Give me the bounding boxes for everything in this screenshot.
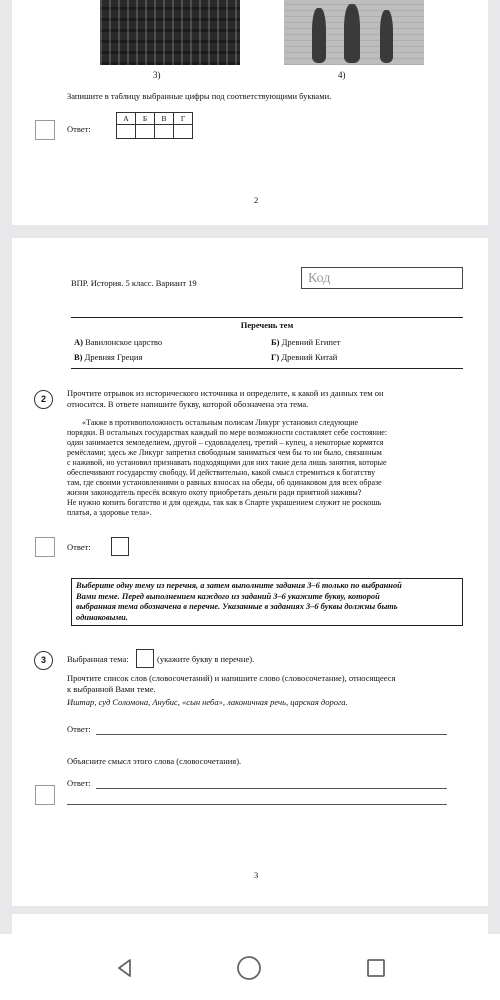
quote-line: там, где своими установлениями о равных взносах на обеды, об одинаковом для всех образе xyxy=(67,478,382,487)
task3-instruction-line-2: к выбранной Вами теме. xyxy=(67,684,156,694)
topic-a: А) Вавилонское царство xyxy=(74,337,163,347)
score-box xyxy=(35,785,55,805)
task-number-2: 2 xyxy=(34,390,53,409)
quote-line: порядки. В остальных государствах каждый по мере возможности составляет себе состояние: xyxy=(67,428,387,437)
document-page-3 xyxy=(12,238,488,906)
page-header: ВПР. История. 5 класс. Вариант 19 xyxy=(71,278,197,288)
answer-line[interactable] xyxy=(96,788,447,789)
quote-line: обеспечивают государству свободу. И действительно, какой смысл стремиться к богатству xyxy=(67,468,376,477)
notice-line: выбранная тема обозначена в перечне. Указанные в заданиях 3–6 буквы должны быть xyxy=(76,602,398,611)
recents-icon[interactable] xyxy=(364,956,388,980)
topic-v: В) Древняя Греция xyxy=(74,352,143,362)
home-icon[interactable] xyxy=(236,955,262,981)
score-box xyxy=(35,120,55,140)
answer-label: Ответ: xyxy=(67,124,91,134)
task2-instruction-line-2: относится. В ответе напишите букву, которой обозначена эта тема. xyxy=(67,399,309,409)
notice-line: Вами теме. Перед выполнением каждого из заданий 3–6 укажите букву, которой xyxy=(76,591,380,601)
navigation-bar xyxy=(0,934,500,1000)
score-box xyxy=(35,537,55,557)
word-list: Иштар, суд Соломона, Анубис, «сын неба», лаконичная речь, царская дорога. xyxy=(67,697,348,707)
answer-cell-g[interactable] xyxy=(174,125,193,139)
topics-list xyxy=(71,317,463,369)
page-number: 3 xyxy=(254,870,259,880)
topic-g: Г) Древний Китай xyxy=(271,352,338,362)
quote-line: ремёслами; здесь же Ликург запретил свободным заниматься чем бы то ни было, связанным xyxy=(67,448,382,457)
table-header-g: Г xyxy=(174,113,193,125)
answer-line[interactable] xyxy=(96,734,447,735)
image-caption-3: 3) xyxy=(153,70,161,80)
explain-prompt: Объясните смысл этого слова (словосочетания). xyxy=(67,756,242,766)
instruction-text: Запишите в таблицу выбранные цифры под соответствующими буквами. xyxy=(67,91,332,101)
document-page-4 xyxy=(12,914,488,934)
table-header-v: В xyxy=(155,113,174,125)
notice-line: Выберите одну тему из перечня, а затем выполните задания 3–6 только по выбранной xyxy=(76,581,402,590)
table-header-a: А xyxy=(117,113,136,125)
back-icon[interactable] xyxy=(113,956,137,980)
task3-instruction-line-1: Прочтите список слов (словосочетаний) и напишите слово (словосочетание), относящееся xyxy=(67,673,396,683)
answer-cell-a[interactable] xyxy=(117,125,136,139)
egyptian-fresco-image xyxy=(284,0,424,65)
table-header-b: Б xyxy=(136,113,155,125)
topics-title: Перечень тем xyxy=(240,320,294,330)
quote-line: «Также в противоположность остальным полисам Ликург установил следующие xyxy=(82,418,359,427)
code-field[interactable]: Код xyxy=(301,267,463,289)
image-caption-4: 4) xyxy=(338,70,346,80)
quote-line: платья, а здоровье тела». xyxy=(67,508,152,517)
cuneiform-tablet-image xyxy=(100,0,240,65)
chosen-topic-label: Выбранная тема: xyxy=(67,654,129,664)
chosen-topic-box[interactable] xyxy=(136,649,154,668)
task-number-3: 3 xyxy=(34,651,53,670)
quote-line: с наживой, но установил признавать подходящими для них такие дела лишь занятия, которые xyxy=(67,458,387,467)
task2-answer-box[interactable] xyxy=(111,537,129,556)
notice-line: одинаковыми. xyxy=(76,612,128,622)
task3-answer-label-2: Ответ: xyxy=(67,778,91,788)
task2-answer-label: Ответ: xyxy=(67,542,91,552)
notice-box xyxy=(71,578,463,626)
answer-cell-b[interactable] xyxy=(136,125,155,139)
answer-line[interactable] xyxy=(67,804,447,805)
task3-answer-label: Ответ: xyxy=(67,724,91,734)
answer-table xyxy=(116,112,193,139)
task2-instruction-line-1: Прочтите отрывок из исторического источника и определите, к какой из данных тем он xyxy=(67,388,384,398)
document-page-2 xyxy=(12,0,488,225)
quote-line: один занимается земледелием, другой – судовладелец, третий – купец, а некоторые кормятся xyxy=(67,438,384,447)
page-number: 2 xyxy=(254,195,259,205)
answer-cell-v[interactable] xyxy=(155,125,174,139)
quote-line: жизни законодатель пресёк всякую охоту приобретать деньги ради приятной наживы? xyxy=(67,488,362,497)
quote-line: Не нужно копить богатство и для одежды, так как в Спарте украшением служит не роскошь xyxy=(67,498,382,507)
topic-b: Б) Древний Египет xyxy=(271,337,341,347)
chosen-topic-hint: (укажите букву в перечне). xyxy=(157,654,255,664)
